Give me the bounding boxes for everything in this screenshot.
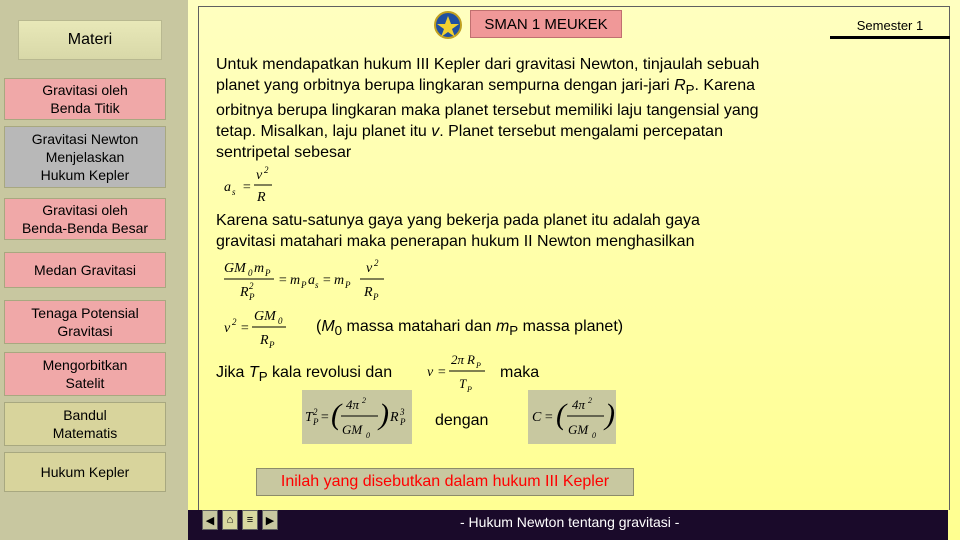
nav-label: Tenaga Potensial Gravitasi: [31, 305, 139, 339]
svg-text:T: T: [305, 410, 313, 425]
svg-text:0: 0: [278, 316, 283, 326]
svg-text:0: 0: [248, 268, 253, 278]
svg-text:2: 2: [264, 165, 269, 175]
p3-text-c: massa planet): [518, 318, 624, 335]
svg-text:(: (: [556, 398, 566, 431]
nav-home-icon[interactable]: ⌂: [222, 510, 238, 530]
formula-constant-c: [528, 390, 616, 444]
svg-text:=: =: [322, 273, 332, 288]
svg-text:v: v: [427, 365, 434, 380]
nav-label: Hukum Kepler: [40, 464, 130, 480]
svg-text:0: 0: [592, 431, 596, 440]
svg-text:m: m: [290, 273, 301, 288]
svg-text:): ): [379, 398, 389, 431]
nav-label: Medan Gravitasi: [34, 262, 136, 278]
p1-text-a: Untuk mendapatkan hukum III Kepler dari gravitasi Newton, tinjaulah sebuah planet yang orbitnya berupa lingkaran sempurna dengan jari-jari: [216, 56, 760, 94]
semester-text: Semester 1: [856, 17, 924, 33]
paragraph-intro: Untuk mendapatkan hukum III Kepler dari gravitasi Newton, tinjaulah sebuah planet yang orbitnya berupa lingkaran sempurna dengan jari-jari $R_P$. Karena orbitnya berupa lingkaran maka planet tersebut memiliki laju tangensial yang tetap. Misalkan, laju planet itu v. Planet tersebut mengalami percepatan sentripetal sebesar: [216, 56, 760, 162]
svg-text:P: P: [467, 385, 472, 394]
svg-text:s: s: [315, 280, 319, 290]
nav-gravitasi-benda-besar[interactable]: [4, 198, 166, 240]
kepler-highlight-text: Inilah yang disebutkan dalam hukum III Kepler: [280, 473, 610, 490]
svg-text:GM: GM: [342, 422, 363, 437]
nav-gravitasi-newton-kepler[interactable]: [4, 126, 166, 188]
paragraph-revolution: Jika $T_P$ kala revolusi dan: [216, 364, 393, 385]
footer-title: - Hukum Newton tentang gravitasi -: [460, 514, 680, 530]
nav-mengorbitkan-satelit[interactable]: [4, 352, 166, 396]
svg-text:=: =: [437, 365, 447, 380]
svg-text:GM: GM: [254, 309, 276, 324]
formula-newton-second-law: [222, 258, 392, 304]
paragraph-newton: Karena satu-satunya gaya yang bekerja pada planet itu adalah gaya gravitasi matahari maka penerapan hukum II Newton menghasilkan: [216, 212, 700, 250]
svg-text:R: R: [260, 333, 269, 348]
svg-text:P: P: [269, 340, 275, 350]
svg-text:0: 0: [366, 431, 370, 440]
svg-text:v: v: [256, 168, 263, 183]
p1-text-c: . Planet tersebut mengalami percepatan sentripetal sebesar: [216, 123, 723, 162]
svg-text:R: R: [390, 410, 399, 425]
school-name: SMAN 1 MEUKEK: [484, 15, 608, 33]
svg-text:2: 2: [374, 258, 379, 268]
nav-prev-icon[interactable]: ◀: [202, 510, 218, 530]
svg-text:P: P: [476, 361, 481, 370]
paragraph-mass-note: ($M_0$ massa matahari dan $m_P$ massa planet): [316, 318, 624, 339]
kepler-highlight-box: [256, 468, 634, 496]
nav-menu-icon[interactable]: ≡: [242, 510, 258, 530]
svg-text:R: R: [364, 285, 373, 300]
svg-text:P: P: [301, 280, 307, 290]
text-maka: maka: [500, 364, 540, 381]
p4-text-b: kala revolusi dan: [267, 364, 393, 381]
symbol-v: v: [431, 123, 440, 141]
svg-text:T: T: [459, 376, 467, 391]
svg-text:P: P: [345, 280, 351, 290]
sidebar: [0, 0, 188, 540]
svg-text:P: P: [265, 268, 271, 278]
svg-text:=: =: [320, 410, 330, 425]
svg-text:2: 2: [362, 396, 366, 405]
sidebar-header-label: Materi: [67, 31, 113, 48]
svg-text:2: 2: [249, 281, 254, 291]
svg-text:=: =: [278, 273, 288, 288]
nav-bandul-matematis[interactable]: [4, 402, 166, 446]
nav-gravitasi-benda-titik[interactable]: [4, 78, 166, 120]
semester-label: [830, 12, 950, 38]
svg-text:P: P: [249, 292, 255, 302]
svg-text:P: P: [400, 417, 406, 427]
formula-velocity-period: [425, 352, 497, 394]
nav-label: Mengorbitkan Satelit: [42, 357, 128, 391]
sidebar-header: [18, 20, 162, 60]
nav-label: Gravitasi oleh Benda-Benda Besar: [21, 202, 149, 236]
svg-text:3: 3: [400, 407, 405, 417]
svg-text:4π: 4π: [346, 397, 360, 412]
school-logo-icon: [433, 10, 463, 40]
svg-text:m: m: [254, 261, 265, 276]
nav-tenaga-potensial[interactable]: [4, 300, 166, 344]
p3-text-a: (: [316, 318, 322, 335]
nav-label: Gravitasi oleh Benda Titik: [42, 82, 128, 116]
svg-text:C: C: [532, 410, 542, 425]
svg-text:v: v: [224, 321, 231, 336]
svg-text:(: (: [331, 398, 341, 431]
svg-text:R: R: [257, 190, 266, 205]
nav-next-icon[interactable]: ▶: [262, 510, 278, 530]
formula-centripetal: [222, 165, 282, 207]
svg-text:a: a: [308, 273, 315, 288]
svg-text:2: 2: [588, 396, 592, 405]
svg-text:4π: 4π: [572, 397, 586, 412]
svg-text:P: P: [373, 292, 379, 302]
text-dengan: dengan: [435, 412, 489, 429]
svg-text:): ): [605, 398, 615, 431]
semester-underline: [830, 36, 950, 39]
svg-text:=: =: [242, 180, 252, 195]
formula-v-squared: [222, 306, 302, 350]
svg-text:=: =: [544, 410, 554, 425]
svg-text:R: R: [467, 352, 475, 367]
nav-label: Gravitasi Newton Menjelaskan Hukum Kepler: [31, 131, 139, 183]
nav-medan-gravitasi[interactable]: [4, 252, 166, 288]
svg-text:2: 2: [232, 317, 237, 327]
svg-text:m: m: [334, 273, 345, 288]
nav-hukum-kepler[interactable]: [4, 452, 166, 492]
svg-text:2π: 2π: [451, 352, 465, 367]
p4-text-a: Jika: [216, 364, 249, 381]
svg-text:v: v: [366, 261, 373, 276]
p3-text-b: massa matahari dan: [342, 318, 496, 335]
formula-kepler-third-law: [302, 390, 412, 444]
symbol-rp: R: [674, 77, 686, 94]
p1-text-b: . Karena orbitnya berupa lingkaran maka planet tersebut memiliki laju tangensial yang tetap. Misalkan, laju planet itu: [216, 77, 759, 141]
svg-text:GM: GM: [224, 261, 246, 276]
svg-text:P: P: [313, 417, 319, 427]
svg-text:GM: GM: [568, 422, 589, 437]
svg-text:R: R: [240, 285, 249, 300]
nav-label: Bandul Matematis: [52, 407, 118, 441]
svg-text:a: a: [224, 180, 231, 195]
school-name-badge: [470, 10, 622, 38]
svg-text:2: 2: [313, 407, 318, 417]
svg-text:s: s: [232, 187, 236, 197]
svg-text:=: =: [240, 321, 250, 336]
